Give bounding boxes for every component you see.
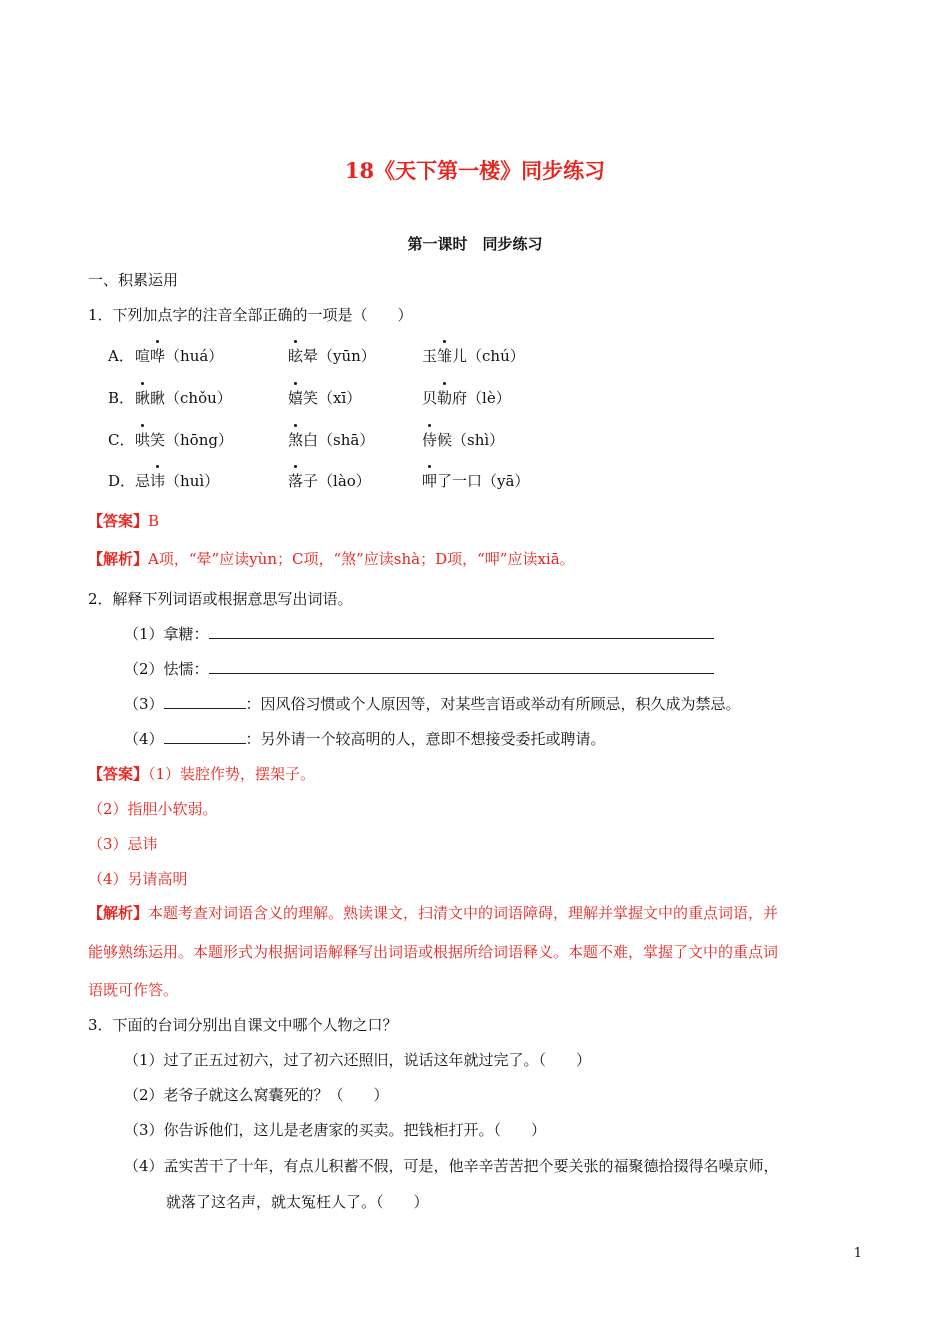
dotted-char: 侍 — [422, 431, 438, 449]
dotted-char: 讳 — [150, 472, 166, 490]
q1-option-label: A． — [108, 347, 134, 365]
q3-item: （4）孟实苦干了十年，有点儿积蓄不假，可是，他辛辛苦苦把个要关张的福聚德拾掇得名噪京师， — [124, 1157, 779, 1175]
section-heading: 一、积累运用 — [88, 271, 179, 289]
q1-option-item: 喧哗（huá） — [135, 347, 224, 365]
blank-line — [209, 624, 714, 639]
q1-analysis: 【解析】A项，“晕”应读yùn；C项，“煞”应读shà；D项，“呷”应读xiā。 — [88, 550, 575, 568]
page-number: 1 — [853, 1246, 862, 1261]
q2-item: （3） ：因风俗习惯或个人原因等，对某些言语或举动有所顾忌，积久成为禁忌。 — [124, 695, 741, 713]
page-title: 18《天下第一楼》同步练习 — [344, 158, 606, 183]
q1-option-label: C． — [108, 431, 135, 449]
dotted-char: 哄 — [135, 431, 151, 449]
blank-line — [164, 694, 246, 709]
q2-answer-line: （2）指胆小软弱。 — [88, 800, 218, 818]
q2-item: （1）拿糖： — [124, 624, 714, 644]
q2-stem: 2．解释下列词语或根据意思写出词语。 — [88, 590, 353, 608]
q1-option-item: 瞅瞅（chǒu） — [135, 389, 232, 407]
q1-answer: 【答案】B — [88, 512, 160, 530]
q3-item: （1）过了正五过初六，过了初六还照旧，说话这年就过完了。（ ） — [124, 1051, 592, 1069]
q2-answer-line: （4）另请高明 — [88, 870, 188, 888]
dotted-char: 哗 — [150, 347, 166, 365]
q1-option-item: 嬉笑（xī） — [288, 389, 362, 407]
q3-item: （2）老爷子就这么窝囊死的？（ ） — [124, 1086, 389, 1104]
q3-item: （3）你告诉他们，这儿是老唐家的买卖。把钱柜打开。（ ） — [124, 1121, 547, 1139]
dotted-char: 煞 — [288, 431, 304, 449]
q1-option-item: 贝勒府（lè） — [422, 389, 511, 407]
blank-line — [209, 659, 714, 674]
q1-stem: 1．下列加点字的注音全部正确的一项是（ ） — [88, 306, 413, 324]
dotted-char: 瞅 — [135, 389, 151, 407]
q2-answer: 【答案】（1）装腔作势，摆架子。 — [88, 765, 316, 783]
lesson-subtitle: 第一课时 同步练习 — [407, 235, 543, 253]
q2-item: （2）怯懦： — [124, 659, 714, 679]
q1-option-label: B． — [108, 389, 135, 407]
q1-option-item: 玉雏儿（chú） — [422, 347, 525, 365]
q1-option-label: D． — [108, 472, 136, 490]
q2-analysis-line: 能够熟练运用。本题形式为根据词语解释写出词语或根据所给词语释义。本题不难，掌握了文中的重点词 — [88, 943, 779, 961]
dotted-char: 嬉 — [288, 389, 304, 407]
q3-stem: 3．下面的台词分别出自课文中哪个人物之口？ — [88, 1016, 398, 1034]
q2-answer-line: （3）忌讳 — [88, 835, 158, 853]
q1-option-item: 呷了一口（yā） — [422, 472, 530, 490]
dotted-char: 呷 — [422, 472, 438, 490]
q2-item: （4） ：另外请一个较高明的人，意即不想接受委托或聘请。 — [124, 730, 606, 748]
q2-analysis: 【解析】本题考查对词语含义的理解。熟读课文，扫清文中的词语障碍，理解并掌握文中的重点词语，并 — [88, 904, 779, 922]
dotted-char: 落 — [288, 472, 304, 490]
q1-option-item: 落子（lào） — [288, 472, 371, 490]
q3-item-continuation: 就落了这名声，就太冤枉人了。（ ） — [166, 1193, 429, 1211]
q1-option-item: 忌讳（huì） — [135, 472, 220, 490]
q1-option-item: 煞白（shā） — [288, 431, 375, 449]
q2-analysis-line: 语既可作答。 — [88, 981, 179, 999]
q1-option-item: 侍候（shì） — [422, 431, 505, 449]
dotted-char: 眩 — [288, 347, 304, 365]
dotted-char: 勒 — [437, 389, 453, 407]
blank-line — [164, 729, 246, 744]
q1-option-item: 哄笑（hōng） — [135, 431, 233, 449]
q1-option-item: 眩晕（yūn） — [288, 347, 376, 365]
dotted-char: 雏 — [437, 347, 453, 365]
